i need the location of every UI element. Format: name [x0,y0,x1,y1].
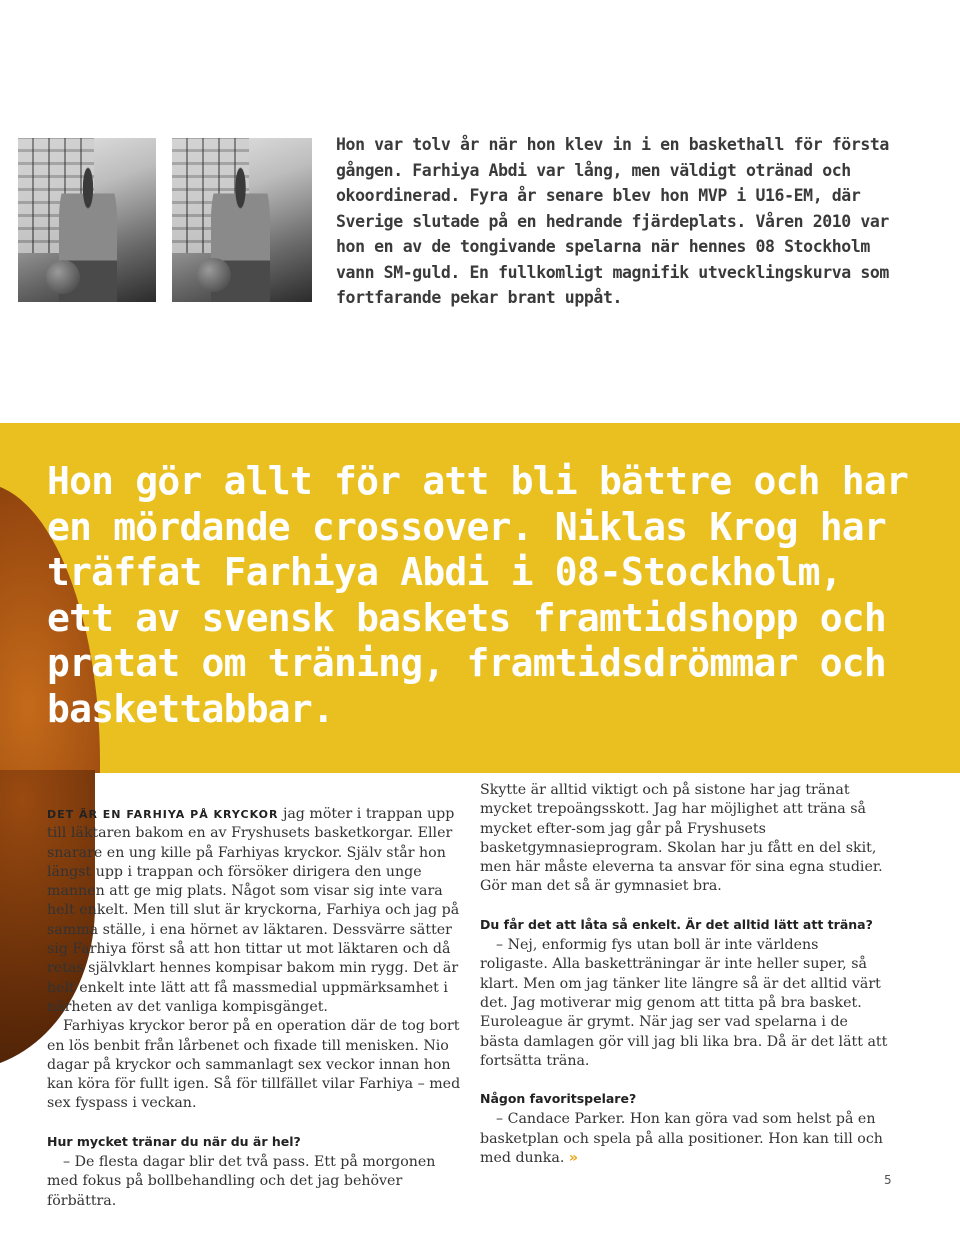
paragraph: Skytte är alltid viktigt och på sistone har jag tränat mycket trepoängsskott. Jag har möjlighet att träna så mycket efter-som jag går på Fryshusets basketgymnasieprogram. Skolan har ju fått en del skit, men här måste eleverna ta ansvar för sina egna studier. Gör man det så är gymnasiet bra. [480,782,883,895]
answer: – Candace Parker. Hon kan göra vad som helst på en basketplan och spela på alla positioner. Hon kan till och med dunka. » [480,1111,883,1167]
lead-in: DET ÄR EN FARHIYA PÅ KRYCKOR [47,808,279,821]
article-column-left [47,805,465,1211]
farhiya-photo-1 [18,138,156,302]
article-column-right [480,781,890,1168]
headline: Hon gör allt för att bli bättre och har en mördande crossover. Niklas Krog har träffat Farhiya Abdi i 08-Stockholm, ett av svensk baskets framtidshopp och pratat om träning, framtidsdrömmar och baskettabbar. [47,459,909,731]
paragraph: Farhiyas kryckor beror på en operation där de tog bort en lös benbit från lårbenet och fixade till menisken. Nio dagar på kryckor och sammanlagt sex veckor innan hon kan köra för fullt igen. Så för tillfället vilar Farhiya – med sex fyspass i veckan. [47,1018,461,1112]
question: Hur mycket tränar du när du är hel? [47,1133,301,1149]
answer: – Nej, enformig fys utan boll är inte världens roligaste. Alla basketträningar är inte heller super, så klart. Men om jag tänker lite längre så är det alltid värt det. Jag motiverar mig genom att titta på bra basket. Euroleague är grymt. När jag ser vad spelarna i de bästa damlagen gör vill jag bli lika bra. Då är det lätt att fortsätta träna. [480,937,888,1069]
question: Du får det att låta så enkelt. Är det alltid lätt att träna? [480,916,873,932]
basketball [46,260,80,294]
basketball [197,258,231,292]
question: Någon favoritspelare? [480,1091,637,1107]
end-mark-icon: » [568,1150,579,1167]
headline-banner [0,423,960,773]
intro-paragraph: Hon var tolv år när hon klev in i en baskethall för första gången. Farhiya Abdi var lång, men väldigt otränad och okoordinerad. Fyra år senare blev hon MVP i U16-EM, där Sverige slutade på en hedrande fjärdeplats. Våren 2010 var hon en av de tongivande spelarna när hennes 08 Stockholm vann SM-guld. En fullkomligt magnifik utvecklingskurva som fortfarande pekar brant uppåt. [336,135,889,307]
answer: – De flesta dagar blir det två pass. Ett på morgonen med fokus på bollbehandling och det jag behöver förbättra. [47,1154,436,1209]
page-number: 5 [884,1173,892,1187]
paragraph: DET ÄR EN FARHIYA PÅ KRYCKOR jag möter i trappan upp till läktaren bakom en av Fryshusets basketkorgar. Eller snarare en ung kille på Farhiyas kryckor. Själv står hon längst upp i trappan och försöker dirigera den unge mannen att ge mig plats. Något som visar sig inte vara helt enkelt. Men till slut är kryckorna, Farhiya och jag på samma ställe, i ena hörnet av läktaren. Dessvärre sätter sig Farhiya först så att hon tittar ut mot läktaren och då retas självklart hennes kompisar bakom min rygg. Det är helt enkelt inte lätt att få massmedial uppmärksamhet i närheten av det vanliga kompisgänget. [47,806,460,1015]
farhiya-photo-2 [172,138,312,302]
